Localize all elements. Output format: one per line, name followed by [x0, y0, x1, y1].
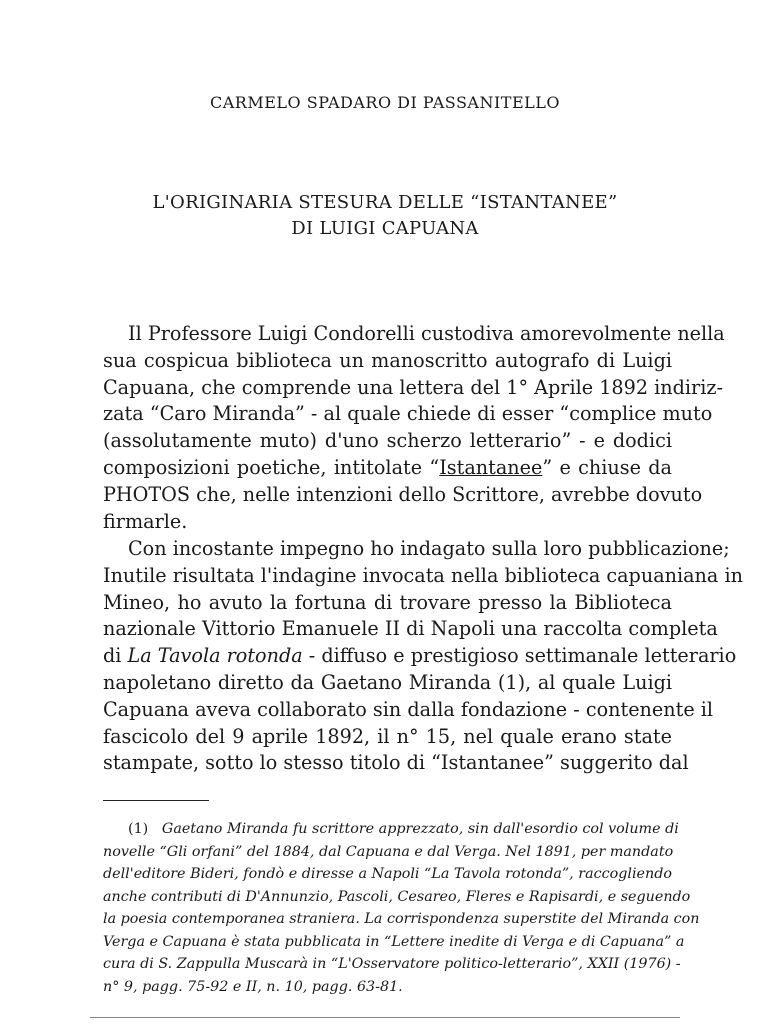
- paragraph-line: napoletano diretto da Gaetano Miranda (1), al quale Luigi: [103, 670, 672, 694]
- author-name: CARMELO SPADARO DI PASSANITELLO: [210, 93, 560, 112]
- paragraph-line: Il Professore Luigi Condorelli custodiva amorevolmente nella: [128, 322, 725, 345]
- paragraph-line: [103, 455, 672, 482]
- paragraph-line: PHOTOS che, nelle intenzioni dello Scrittore, avrebbe dovuto: [103, 482, 703, 506]
- paragraph-line: Mineo, ho avuto la fortuna di trovare presso la Biblioteca: [103, 590, 672, 614]
- footnote-line: novelle “Gli orfani” del 1884, dal Capuana e dal Verga. Nel 1891, per mandato: [103, 843, 674, 860]
- paragraph-line: sua cospicua biblioteca un manoscritto autografo di Luigi: [103, 348, 672, 372]
- paragraph-line: (assolutamente muto) d'uno scherzo letterario” - e dodici: [103, 429, 672, 453]
- text-segment: composizioni poetiche, intitolate “: [103, 455, 440, 479]
- paragraph-line: Capuana, che comprende una lettera del 1° Aprile 1892 indiriz-: [103, 375, 723, 399]
- page-bottom-edge: [90, 1017, 680, 1018]
- footnote: [103, 818, 700, 998]
- footnote-line: la poesia contemporanea straniera. La corrispondenza superstite del Miranda con: [103, 911, 700, 927]
- text-segment: di: [103, 644, 128, 668]
- title-line-1: L'ORIGINARIA STESURA DELLE “ISTANTANEE”: [152, 192, 618, 213]
- footnote-number: (1): [128, 821, 149, 837]
- paragraph-line: firmarle.: [103, 509, 188, 533]
- paragraph-1: [103, 321, 725, 535]
- underlined-word: Istantanee: [439, 455, 543, 479]
- paragraph-line: zata “Caro Miranda” - al quale chiede di esser “complice muto: [103, 402, 713, 426]
- footnote-line: dell'editore Bideri, fondò e diresse a Napoli “La Tavola rotonda”, raccogliendo: [103, 866, 672, 882]
- paragraph-line: [103, 643, 737, 670]
- paragraph-2: [103, 536, 743, 777]
- footnote-line: [103, 818, 679, 841]
- paragraph-line: nazionale Vittorio Emanuele II di Napoli una raccolta completa: [103, 617, 718, 641]
- text-segment: Gaetano Miranda fu scrittore apprezzato, sin dall'esordio col volume di: [161, 821, 679, 837]
- italic-title: La Tavola rotonda: [127, 644, 303, 668]
- footnote-line: cura di S. Zappulla Muscarà in “L'Osservatore politico-letterario”, XXII (1976) -: [103, 956, 681, 972]
- paragraph-line: fascicolo del 9 aprile 1892, il n° 15, nel quale erano state: [103, 724, 672, 748]
- footnote-line: n° 9, pagg. 75-92 e II, n. 10, pagg. 63-81.: [103, 978, 403, 995]
- title-line-2: DI LUIGI CAPUANA: [291, 218, 479, 239]
- article-title: [0, 190, 770, 242]
- paragraph-line: Inutile risultata l'indagine invocata nella biblioteca capuaniana in: [103, 563, 743, 587]
- footnote-line: Verga e Capuana è stata pubblicata in “Lettere inedite di Verga e di Capuana” a: [103, 933, 685, 950]
- text-segment: - diffuso e prestigioso settimanale letterario: [302, 644, 737, 668]
- paragraph-line: Con incostante impegno ho indagato sulla loro pubblicazione;: [128, 537, 730, 560]
- footnote-line: anche contributi di D'Annunzio, Pascoli, Cesareo, Fleres e Rapisardi, e seguendo: [103, 888, 691, 905]
- text-segment: ” e chiuse da: [542, 455, 672, 479]
- paragraph-line: Capuana aveva collaborato sin dalla fondazione - contenente il: [103, 697, 714, 721]
- paragraph-line: stampate, sotto lo stesso titolo di “Istantanee” suggerito dal: [103, 751, 689, 775]
- footnote-separator: [103, 800, 209, 801]
